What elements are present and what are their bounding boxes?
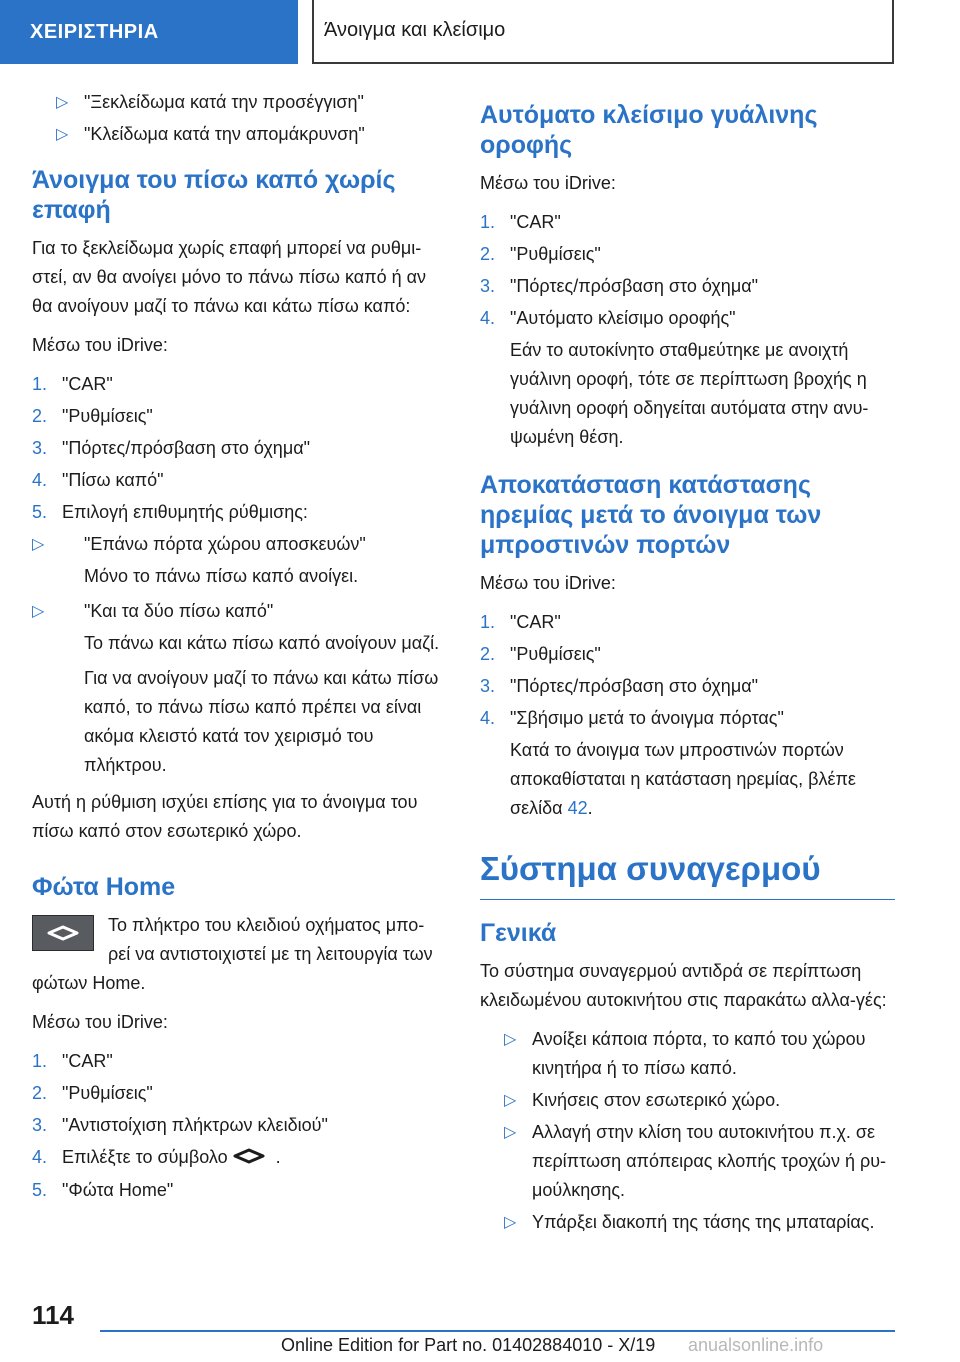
page-header bbox=[0, 0, 960, 84]
triangle-bullet-icon: ▷ bbox=[32, 536, 45, 553]
trunk-after-text: Αυτή η ρύθμιση ισχύει επίσης για το άνοιγμα του πίσω καπό στον εσωτερικό χώρο. bbox=[32, 792, 418, 841]
list-item: 3. "Πόρτες/πρόσβαση στο όχημα" bbox=[480, 676, 758, 696]
diamond-symbol-icon bbox=[232, 1144, 266, 1173]
list-item: 2. "Ρυθμίσεις" bbox=[480, 644, 601, 664]
list-item: ▷ Αλλαγή στην κλίση του αυτοκινήτου π.χ. σε περίπτωση απόπειρας κλοπής τροχών ή ρυ-μούλκησης. bbox=[480, 1118, 895, 1205]
intro-bullet-list bbox=[32, 88, 446, 149]
triangle-bullet-icon: ▷ bbox=[56, 126, 69, 143]
list-item: ▷ "Επάνω πόρτα χώρου αποσκευών" Μόνο το πάνω πίσω καπό ανοίγει. bbox=[32, 530, 446, 591]
roof-steps bbox=[480, 208, 895, 452]
triangle-bullet-icon: ▷ bbox=[504, 1031, 517, 1048]
list-item: 5. "Φώτα Home" bbox=[32, 1179, 174, 1200]
triangle-bullet-icon: ▷ bbox=[32, 603, 45, 620]
roof-via: Μέσω του iDrive: bbox=[480, 173, 616, 193]
triangle-bullet-icon: ▷ bbox=[504, 1214, 517, 1231]
list-item: 3. "Αντιστοίχιση πλήκτρων κλειδιού" bbox=[32, 1115, 328, 1135]
trunk-heading: Άνοιγμα του πίσω καπό χωρίς επαφή bbox=[32, 166, 396, 224]
home-lights-heading: Φώτα Home bbox=[32, 873, 176, 901]
home-lights-intro: Το πλήκτρο του κλειδιού οχήματος μπο-ρεί να αντιστοιχιστεί με τη λειτουργία των φώτων Home. bbox=[32, 915, 433, 993]
home-via: Μέσω του iDrive: bbox=[32, 1012, 168, 1032]
list-item: 1. "CAR" bbox=[480, 212, 561, 232]
triangle-bullet-icon: ▷ bbox=[56, 94, 69, 111]
list-item: 1. "CAR" bbox=[32, 374, 113, 394]
footer-divider bbox=[100, 1330, 895, 1332]
footer-edition: Online Edition for Part no. 01402884010 - X/19 bbox=[281, 1335, 656, 1355]
left-column bbox=[32, 88, 446, 1213]
list-item: ▷ "Κλείδωμα κατά την απομάκρυνση" bbox=[32, 120, 446, 149]
list-item: ▷ "Και τα δύο πίσω καπό" Το πάνω και κάτω πίσω καπό ανοίγουν μαζί. Για να ανοίγουν μαζί το πάνω και κάτω πίσω καπό, το πάνω πίσω καπό πρέπει να είναι ακόμα κλειστό κατά τον χειρισμό του πλήκτρου. bbox=[32, 597, 446, 780]
list-item: ▷ Υπάρξει διακοπή της τάσης της μπαταρίας. bbox=[480, 1208, 895, 1237]
list-item: ▷ Ανοίξει κάποια πόρτα, το καπό του χώρου κινητήρα ή το πίσω καπό. bbox=[480, 1025, 895, 1083]
alarm-bullets bbox=[480, 1025, 895, 1237]
list-item: 2. "Ρυθμίσεις" bbox=[32, 406, 153, 426]
home-lights-button-icon bbox=[32, 915, 94, 951]
list-item: 5. Επιλογή επιθυμητής ρύθμισης: ▷ "Επάνω πόρτα χώρου αποσκευών" Μόνο το πάνω πίσω καπό ανοίγει. ▷ "Και τα δύο πίσω καπό" Το πάνω και κάτω πίσω καπό ανοίγουν μαζί. Για να ανοίγουν μαζί το πάνω και κάτω πίσω καπό, το πάνω πίσω καπό πρέπει να είναι ακόμα κλειστό κατά τον χειρισμό του πλήκτρου. bbox=[32, 498, 446, 780]
section-title: Άνοιγμα και κλείσιμο bbox=[312, 0, 894, 64]
right-column bbox=[480, 100, 895, 1245]
idle-heading: Αποκατάσταση κατάστασης ηρεμίας μετά το άνοιγμα των μπροστινών πορτών bbox=[480, 471, 822, 559]
alarm-text: Το σύστημα συναγερμού αντιδρά σε περίπτωση κλειδωμένου αυτοκινήτου στις παρακάτω αλλα-γές: bbox=[480, 961, 887, 1010]
list-item: 4. "Αυτόματο κλείσιμο οροφής" Εάν το αυτοκίνητο σταθμεύτηκε με ανοιχτή γυάλινη οροφή, τότε σε περίπτωση βροχής η γυάλινη οροφή οδηγείται αυτόματα στην ανυ-ψωμένη θέση. bbox=[480, 304, 895, 452]
page-reference-link[interactable]: 42 bbox=[567, 798, 588, 818]
idle-via: Μέσω του iDrive: bbox=[480, 573, 616, 593]
triangle-bullet-icon: ▷ bbox=[504, 1092, 517, 1109]
watermark: anualsonline.info bbox=[688, 1335, 824, 1355]
roof-heading: Αυτόματο κλείσιμο γυάλινης οροφής bbox=[480, 101, 818, 159]
list-item: ▷ Κινήσεις στον εσωτερικό χώρο. bbox=[480, 1086, 895, 1115]
idle-note: Κατά το άνοιγμα των μπροστινών πορτών αποκαθίσταται η κατάσταση ηρεμίας, βλέπε σελίδα 42. bbox=[510, 740, 856, 818]
idle-steps bbox=[480, 608, 895, 823]
list-item: 4. "Πίσω καπό" bbox=[32, 470, 164, 490]
page-number: 114 bbox=[32, 1300, 74, 1330]
trunk-options bbox=[32, 530, 446, 780]
list-item: 2. "Ρυθμίσεις" bbox=[480, 244, 601, 264]
trunk-steps bbox=[32, 370, 446, 780]
list-item: 4. Επιλέξτε το σύμβολο . bbox=[32, 1143, 446, 1173]
roof-note: Εάν το αυτοκίνητο σταθμεύτηκε με ανοιχτή γυάλινη οροφή, τότε σε περίπτωση βροχής η γυάλινη οροφή οδηγείται αυτόματα στην ανυ-ψωμένη θέση. bbox=[510, 340, 869, 447]
trunk-text: Για το ξεκλείδωμα χωρίς επαφή μπορεί να ρυθμι-στεί, αν θα ανοίγει μόνο το πάνω πίσω καπό ή αν θα ανοίγουν μαζί το πάνω και κάτω πίσω καπό: bbox=[32, 238, 427, 316]
general-heading: Γενικά bbox=[480, 919, 557, 947]
home-steps bbox=[32, 1047, 446, 1205]
list-item: ▷ "Ξεκλείδωμα κατά την προσέγγιση" bbox=[32, 88, 446, 117]
list-item: 3. "Πόρτες/πρόσβαση στο όχημα" bbox=[32, 438, 310, 458]
trunk-via: Μέσω του iDrive: bbox=[32, 335, 168, 355]
alarm-system-heading: Σύστημα συναγερμού bbox=[480, 849, 895, 900]
list-item: 3. "Πόρτες/πρόσβαση στο όχημα" bbox=[480, 276, 758, 296]
triangle-bullet-icon: ▷ bbox=[504, 1124, 517, 1141]
list-item: 4. "Σβήσιμο μετά το άνοιγμα πόρτας" Κατά το άνοιγμα των μπροστινών πορτών αποκαθίσταται η κατάσταση ηρεμίας, βλέπε σελίδα 42. bbox=[480, 704, 895, 823]
list-item: 1. "CAR" bbox=[480, 612, 561, 632]
manual-chapter-tab: ΧΕΙΡΙΣΤΗΡΙΑ bbox=[0, 0, 298, 64]
list-item: 1. "CAR" bbox=[32, 1051, 113, 1071]
list-item: 2. "Ρυθμίσεις" bbox=[32, 1083, 153, 1103]
